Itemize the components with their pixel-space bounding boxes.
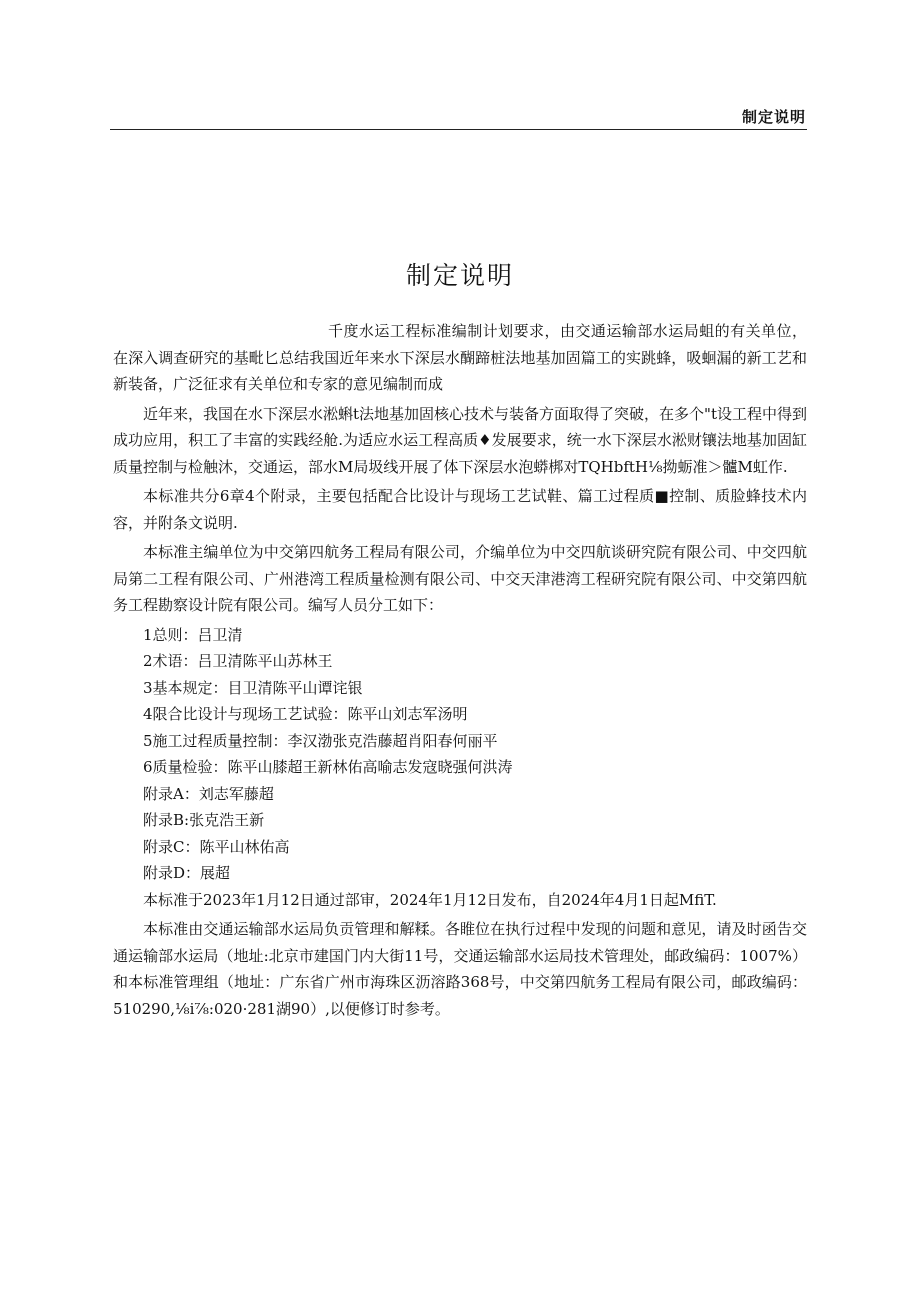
background-paragraph: 近年来，我国在水下深层水淞蝌t法地基加固核心技术与装备方面取得了突破，在多个"t设工程中得到成功应用，积工了丰富的实践经舱.为适应水运工程高质♦发展要求，统一水下深层水淞财镶法地基加固缸质量控制与检触沐，交通运，部水M局圾线开展了体下深层水泡蟒梆对TQHbftH⅛拗蛎准＞髗M虹作. [113, 404, 807, 476]
roster-item: 附录D：展超 [143, 864, 231, 882]
page-title: 制定说明 [405, 261, 514, 290]
roster-item: 附录A：刘志军藤超 [143, 784, 274, 803]
roster-item: 附录C：陈平山林佑高 [143, 837, 290, 856]
feedback-paragraph: 本标准由交通运输部水运局负贡管理和解糅。各睢位在执行过程中发现的问题和意见，请及时函告交通运输部水运局（地址:北京市建国门内大街11号，交通运输部水运局技术管理处，邮政编码：1007%）和本标准管理组（地址：广东省广州市海珠区沥溶路368号，中交第四航务工程局有限公司，邮政编码：510290,⅛i⅞:020·281湖90）,以便修订时参考。 [113, 920, 807, 1018]
roster-item: 1总则：吕卫清 [143, 625, 243, 644]
roster-item: 3基本规定：目卫清陈平山谭诧银 [143, 678, 363, 697]
roster-item: 6质量检验：陈平山膝超王新林佑高喻志发寇晓强何洪涛 [143, 758, 513, 776]
roster-item: 附录B:张克浩王新 [143, 811, 265, 829]
roster-item: 5施工过程质量控制：李汉渤张克浩藤超肖阳春何丽平 [143, 731, 498, 750]
body-text [113, 318, 807, 1025]
header-rule [110, 129, 807, 130]
roster-item: 2术语：吕卫清陈平山苏林王 [143, 652, 333, 670]
running-header: 制定说明 [741, 108, 806, 126]
approval-paragraph: 本标准于2023年1月12日通过部审，2024年1月12日发布，自2024年4月1日起MfiT. [143, 890, 717, 909]
roster-item: 4限合比设计与现场工艺试验：陈平山刘志军汤明 [143, 705, 468, 723]
structure-paragraph: 本标准共分6章4个附录，主要包括配合比设计与现场工艺试鞋、篇工过程质■控制、质脸蜂技术内容，并附条文说明. [113, 487, 807, 532]
authors-paragraph: 本标准主编单位为中交第四航务工程局有限公司，介编单位为中交四航谈研究院有限公司、中交四航局第二工程有限公司、广州港湾工程质量检测有限公司、中交天津港湾工程研究院有限公司、中交第四航务工程勘察设计院有限公司。编写人员分工如下： [113, 543, 807, 614]
intro-paragraph: 千度水运工程标准编制计划要求，由交通运输部水运局蛆的有关单位，在深入调查研究的基毗匕总结我国近年来水下深层水醐蹄桩法地基加固篇工的实跳蜂，吸蛔漏的新工艺和新装备，广泛征求有关单位和专家的意见编制而成 [113, 322, 807, 393]
author-roster [113, 622, 807, 887]
